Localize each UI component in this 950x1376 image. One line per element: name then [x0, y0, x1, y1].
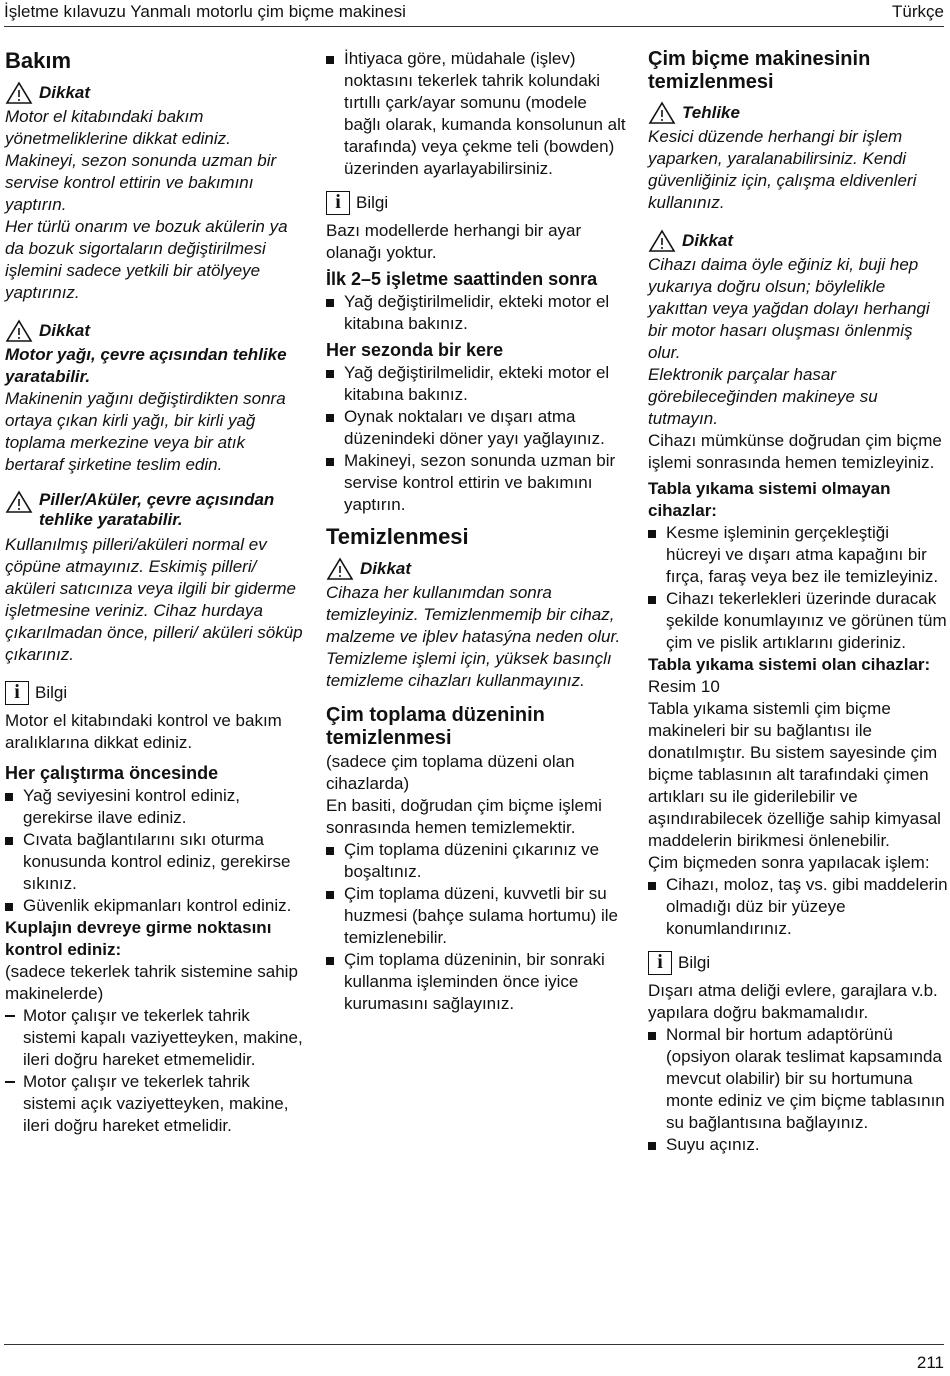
notice-caution: [5, 318, 305, 344]
info-i-icon: i: [326, 191, 350, 215]
paragraph: Motor el kitabındaki bakım yönetmeliklerine dikkat ediniz. Makineyi, sezon sonunda uzman bir servise kontrol ettirin ve bakımını yaptırın.: [5, 107, 277, 214]
notice-headline: Motor yağı, çevre açısından tehlike yaratabilir.: [5, 345, 287, 386]
warning-triangle-icon: [5, 81, 33, 105]
section-title-maintenance: Bakım: [5, 48, 72, 73]
header-title: İşletme kılavuzu Yanmalı motorlu çim biçme makinesi: [4, 2, 406, 21]
notice-label: Piller/Aküler, çevre açısından tehlike yaratabilir.: [39, 490, 275, 529]
paragraph: Tabla yıkama sistemli çim biçme makineleri bir su bağlantısı ile donatılmıştır. Bu sistem sayesinde çim biçme tablasının alt tarafındaki çimen artıkları su ile giderilebilir ve aşındırabilecek özelliğe sahip kimyasal maddelerin birikmesi önlenebilir.: [648, 699, 941, 850]
bullet-list: [326, 48, 626, 180]
list-item: Kesme işleminin gerçekleştiği hücreyi ve dışarı atma kapağını bir fırça, faraş veya bez ile temizleyiniz.: [648, 522, 948, 588]
notice-label: Dikkat: [360, 559, 412, 578]
paragraph: Cihaza her kullanımdan sonra temizleyiniz. Temizlenmemiþ bir cihaz, malzeme ve iþlev hatasýna neden olur.: [326, 583, 621, 646]
column-2: [326, 48, 626, 1015]
notice-label: Tehlike: [682, 103, 740, 122]
paragraph: Her türlü onarım ve bozuk akülerin ya da bozuk sigortaların değiştirilmesi işlemini sadece yetkili bir atölyeye yaptırınız.: [5, 217, 288, 302]
list-item: Motor çalışır ve tekerlek tahrik sistemi açık vaziyetteyken, makine, ileri doğru hareket etmelidir.: [5, 1071, 305, 1137]
paragraph: Dışarı atma deliği evlere, garajlara v.b. yapılara doğru bakmamalıdır.: [648, 981, 938, 1022]
list-item: Çim toplama düzeni, kuvvetli bir su huzmesi (bahçe sulama hortumu) ile temizlenebilir.: [326, 883, 626, 949]
bullet-list: [648, 874, 948, 940]
info-i-icon: i: [648, 951, 672, 975]
paragraph: Cihazı mümkünse doğrudan çim biçme işlemi sonrasında hemen temizleyiniz.: [648, 431, 942, 472]
warning-triangle-icon: [648, 101, 676, 125]
paragraph: Kesici düzende herhangi bir işlem yaparken, yaralanabilirsiniz. Kendi güvenliğiniz için, çalışma eldivenleri kullanınız.: [648, 127, 917, 212]
notice-label: Dikkat: [39, 83, 91, 102]
list-item: Motor çalışır ve tekerlek tahrik sistemi kapalı vaziyetteyken, makine, ileri doğru hareket etmemelidir.: [5, 1005, 305, 1071]
notice-label: Dikkat: [39, 321, 91, 340]
figure-reference: Resim 10: [648, 677, 720, 696]
list-item: Suyu açınız.: [648, 1134, 948, 1156]
paragraph: Motor el kitabındaki kontrol ve bakım aralıklarına dikkat ediniz.: [5, 711, 282, 752]
paragraph: Cihazı daima öyle eğiniz ki, buji hep yukarıya doğru olsun; böylelikle yakıttan veya yağdan dolayı herhangi bir motor hasarı oluşması önlenmiş olur.: [648, 255, 930, 362]
paragraph: (sadece çim toplama düzeni olan cihazlarda): [326, 752, 575, 793]
warning-triangle-icon: [326, 557, 354, 581]
bullet-list: [326, 362, 626, 516]
subsection-title-clutch: Kuplajın devreye girme noktasını kontrol ediniz:: [5, 918, 272, 959]
list-item: Güvenlik ekipmanları kontrol ediniz.: [5, 895, 305, 917]
paragraph: Çim biçmeden sonra yapılacak işlem:: [648, 853, 930, 872]
notice-batteries: [5, 490, 305, 530]
paragraph: Temizleme işlemi için, yüksek basınçlı temizleme cihazları kullanmayınız.: [326, 649, 612, 690]
list-item: Yağ seviyesini kontrol ediniz, gerekirse ilave ediniz.: [5, 785, 305, 829]
notice-info: [648, 950, 948, 976]
paragraph: Kullanılmış pilleri/aküleri normal ev çöpüne atmayınız. Eskimiş pilleri/ aküleri satıcınıza veya ilgili bir giderme işletmesine veriniz. Cihaz hurdaya çıkarılmadan önce, pilleri/ aküleri söküp çıkarınız.: [5, 535, 303, 664]
page-number: 211: [916, 1353, 944, 1372]
section-title-before-start: Her çalıştırma öncesinde: [5, 763, 219, 783]
column-1: [5, 48, 305, 1137]
header-language: Türkçe: [892, 2, 944, 21]
notice-info: [5, 680, 305, 706]
list-item: Cıvata bağlantılarını sıkı oturma konusunda kontrol ediniz, gerekirse sıkınız.: [5, 829, 305, 895]
list-item: Cihazı, moloz, taş vs. gibi maddelerin olmadığı düz bir yüzeye konumlandırınız.: [648, 874, 948, 940]
section-title-each-season: Her sezonda bir kere: [326, 340, 504, 360]
notice-caution: [5, 80, 305, 106]
warning-triangle-icon: [5, 490, 33, 514]
paragraph: Elektronik parçalar hasar görebileceğinden makineye su tutmayın.: [648, 365, 878, 428]
column-3: [648, 48, 948, 1156]
notice-info: [326, 190, 626, 216]
warning-triangle-icon: [5, 319, 33, 343]
subsection-title-wash-system: Tabla yıkama sistemi olan cihazlar:: [648, 655, 931, 674]
bullet-list: [5, 785, 305, 917]
section-title-cleaning: Temizlenmesi: [326, 524, 469, 549]
list-item: Çim toplama düzeninin, bir sonraki kullanma işleminden önce iyice kurumasını sağlayınız.: [326, 949, 626, 1015]
bullet-list: [326, 839, 626, 1015]
warning-triangle-icon: [648, 229, 676, 253]
notice-danger: [648, 100, 948, 126]
bullet-list: [648, 522, 948, 654]
notice-caution: [326, 556, 626, 582]
list-item: Normal bir hortum adaptörünü (opsiyon olarak teslimat kapsamında mevcut olabilir) bir su hortumuna monte ediniz ve çim biçme tablasının su bağlantısına bağlayınız.: [648, 1024, 948, 1134]
page-header: [4, 0, 944, 27]
notice-label: Bilgi: [678, 953, 711, 972]
notice-label: Bilgi: [35, 683, 68, 702]
paragraph: En basiti, doğrudan çim biçme işlemi sonrasında hemen temizlemektir.: [326, 796, 602, 837]
list-item: Yağ değiştirilmelidir, ekteki motor el kitabına bakınız.: [326, 291, 626, 335]
notice-caution: [648, 228, 948, 254]
notice-label: Bilgi: [356, 193, 389, 212]
info-i-icon: i: [5, 681, 29, 705]
list-item: Oynak noktaları ve dışarı atma düzenindeki döner yayı yağlayınız.: [326, 406, 626, 450]
paragraph: (sadece tekerlek tahrik sistemine sahip makinelerde): [5, 962, 298, 1003]
list-item: Yağ değiştirilmelidir, ekteki motor el kitabına bakınız.: [326, 362, 626, 406]
bullet-list: [648, 1024, 948, 1156]
page-footer: [4, 1344, 944, 1375]
paragraph: Bazı modellerde herhangi bir ayar olanağı yoktur.: [326, 221, 582, 262]
list-item: Cihazı tekerlekleri üzerinde duracak şekilde konumlayınız ve görünen tüm çim ve pislik artıklarını gideriniz.: [648, 588, 948, 654]
paragraph: Makinenin yağını değiştirdikten sonra ortaya çıkan kirli yağı, bir kirli yağ toplama merkezine veya bir atık bertaraf şirketine teslim edin.: [5, 389, 286, 474]
list-item: Makineyi, sezon sonunda uzman bir servise kontrol ettirin ve bakımını yaptırın.: [326, 450, 626, 516]
section-title-mower-cleaning: Çim biçme makinesinin temizlenmesi: [648, 48, 871, 93]
list-item: İhtiyaca göre, müdahale (işlev) noktasını tekerlek tahrik kolundaki tırtıllı çark/ayar somunu (modele bağlı olarak, kumanda konsolunun alt tarafında) veya çekme teli (bowden) üzerinden ayarlayabilirsiniz.: [326, 48, 626, 180]
subsection-title-no-wash-system: Tabla yıkama sistemi olmayan cihazlar:: [648, 479, 891, 520]
list-item: Çim toplama düzenini çıkarınız ve boşaltınız.: [326, 839, 626, 883]
notice-label: Dikkat: [682, 231, 734, 250]
section-title-grass-catcher-cleaning: Çim toplama düzeninin temizlenmesi: [326, 704, 545, 749]
section-title-first-hours: İlk 2–5 işletme saattinden sonra: [326, 269, 598, 289]
dash-list: [5, 1005, 305, 1137]
bullet-list: [326, 291, 626, 335]
